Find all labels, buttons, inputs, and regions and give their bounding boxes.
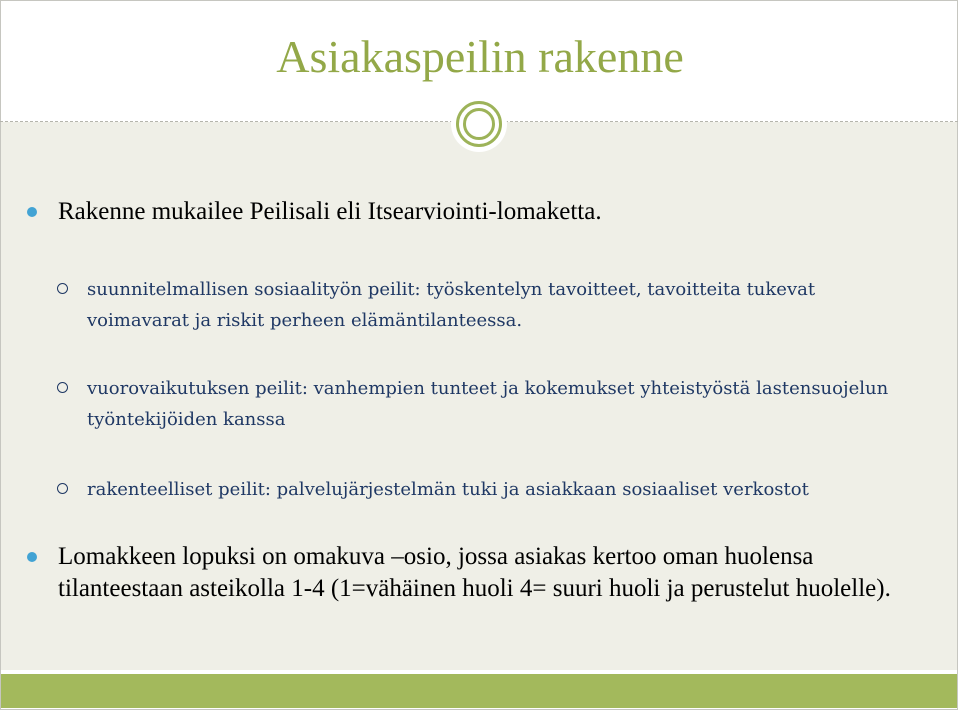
bullet-dot-icon xyxy=(27,207,37,217)
concentric-rings-icon xyxy=(451,96,507,152)
bullet-dot-icon xyxy=(27,552,37,562)
bullet-circle-icon xyxy=(57,483,68,494)
bullet-circle-icon xyxy=(57,382,68,393)
sub-bullet-item-2 xyxy=(87,373,907,435)
bullet-text: Rakenne mukailee Peilisali eli Itsearviointi-lomaketta. xyxy=(58,198,602,225)
bullet-item-1 xyxy=(58,196,918,228)
sub-bullet-item-3 xyxy=(87,474,877,505)
sub-bullet-item-1 xyxy=(87,274,907,336)
bullet-circle-icon xyxy=(57,283,68,294)
bullet-item-2 xyxy=(58,541,918,605)
footer-accent-bar xyxy=(1,674,957,708)
sub-bullet-text: rakenteelliset peilit: palvelujärjestelmän tuki ja asiakkaan sosiaaliset verkostot xyxy=(87,479,809,500)
sub-bullet-text: vuorovaikutuksen peilit: vanhempien tunteet ja kokemukset yhteistyöstä lastensuojelun työntekijöiden kanssa xyxy=(87,378,889,430)
bullet-text: Lomakkeen lopuksi on omakuva –osio, jossa asiakas kertoo oman huolensa tilanteestaan asteikolla 1-4 (1=vähäinen huoli 4= suuri huoli ja perustelut huolelle). xyxy=(58,543,891,602)
sub-bullet-text: suunnitelmallisen sosiaalityön peilit: työskentelyn tavoitteet, tavoitteita tukevat voimavarat ja riskit perheen elämäntilanteessa. xyxy=(87,279,816,331)
slide-title: Asiakaspeilin rakenne xyxy=(276,31,684,82)
